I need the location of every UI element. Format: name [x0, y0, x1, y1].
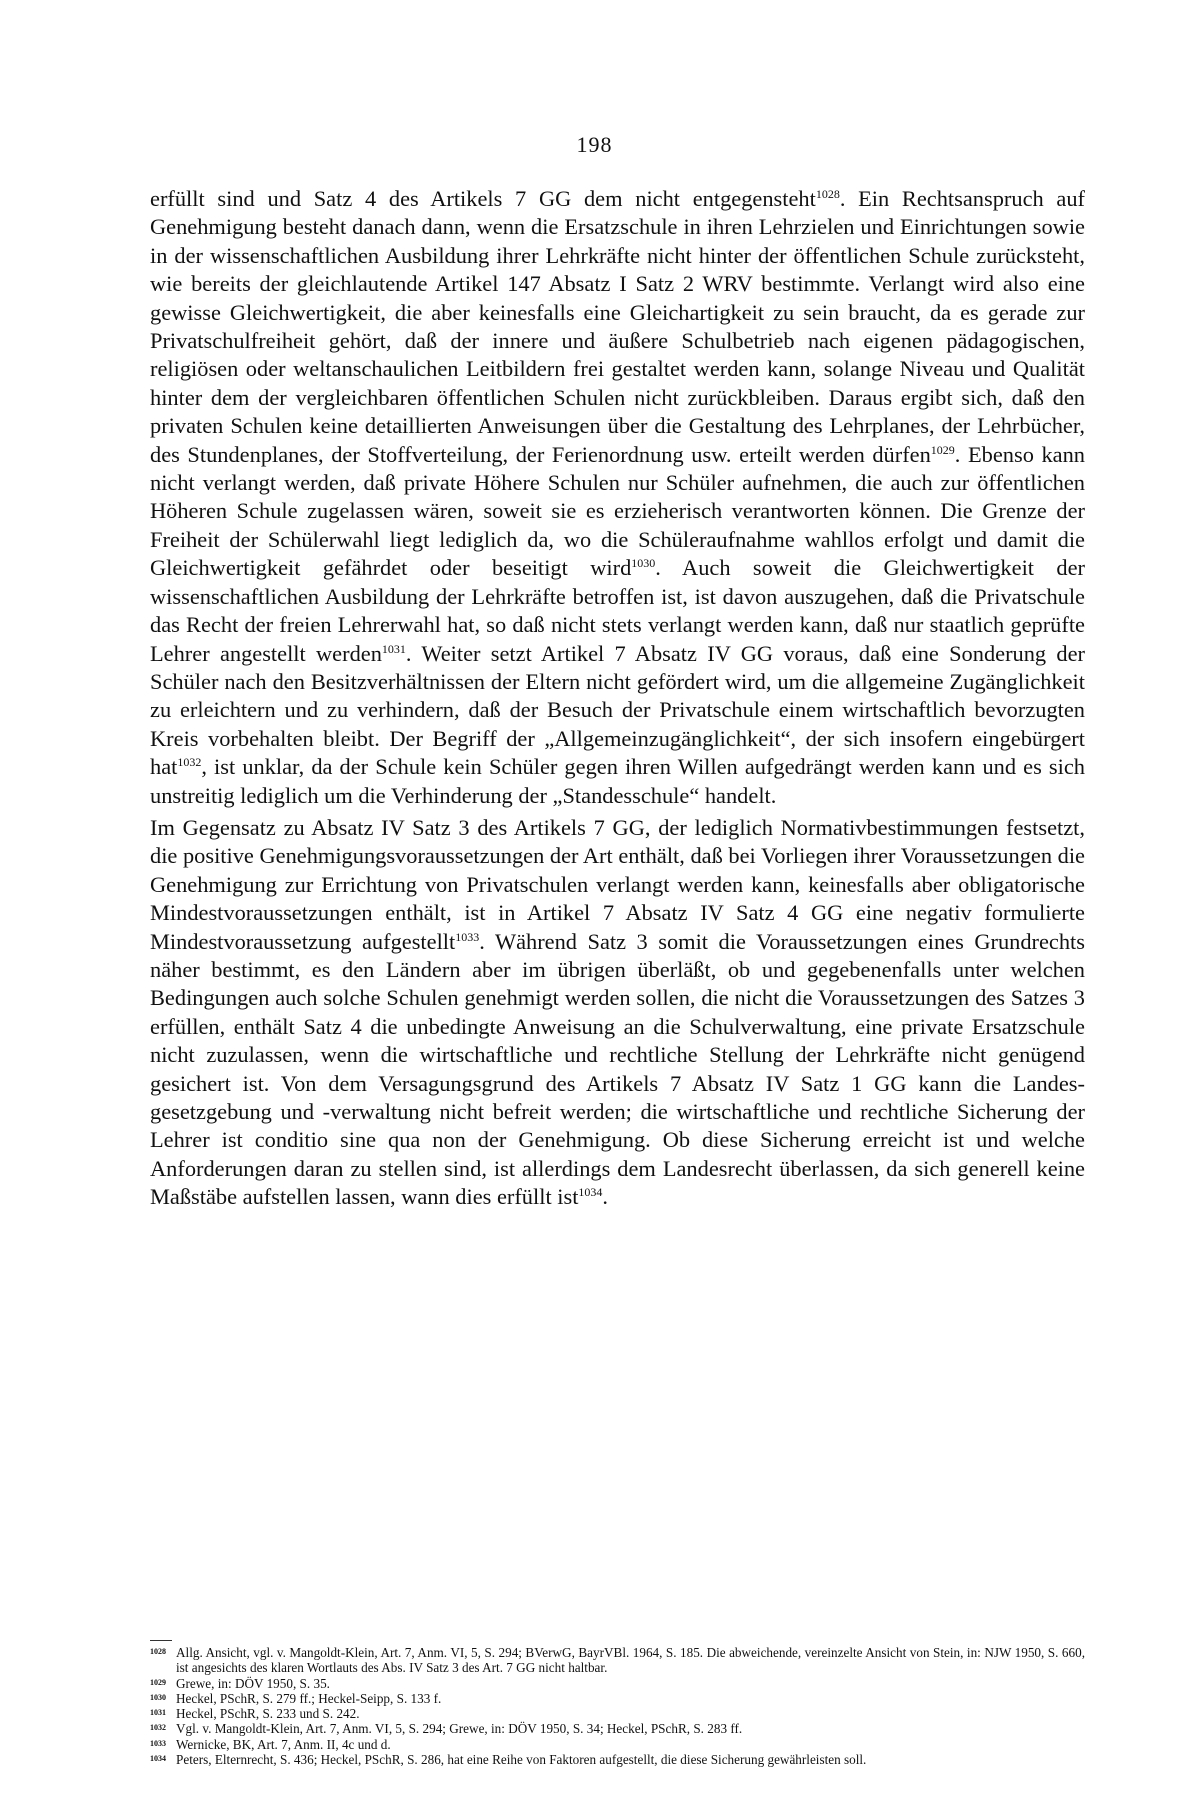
text-segment: . Auch soweit die Gleichwertigkeit der wissenschaftlichen Ausbildung der Lehrkräfte betroffen ist, ist davon auszugehen, daß die Privatschule das Recht der freien Lehrerwahl hat, so daß nicht stets verlangt werden kann, daß nur staatlich geprüfte Lehrer angestellt werden: [150, 555, 1085, 666]
footnote-reference: 1033: [455, 929, 480, 944]
body-text: [150, 185, 1085, 1212]
text-segment: . Ebenso kann nicht verlangt werden, daß private Höhere Schulen nur Schüler aufnehmen, die auch zur öffentlichen Höheren Schule zugelassen wären, soweit sie es erzieherisch verantworten können. Die Grenze der Freiheit der Schülerwahl liegt lediglich da, wo die Schüleraufnahme wahllos erfolgt und damit die Gleichwertigkeit gefährdet oder beseitigt wird: [150, 441, 1085, 581]
footnote-text: Allg. Ansicht, vgl. v. Mangoldt-Klein, Art. 7, Anm. VI, 5, S. 294; BVerwG, BayrVBl. 1964, S. 185. Die abweichende, vereinzelte Ansicht von Stein, in: NJW 1950, S. 660, ist angesichts des klaren Wortlauts des Abs. IV Satz 3 des Art. 7 GG nicht haltbar.: [176, 1645, 1085, 1676]
footnote-text: Heckel, PSchR, S. 233 und S. 242.: [176, 1706, 360, 1722]
text-segment: .: [602, 1184, 609, 1210]
text-segment: , ist unklar, da der Schule kein Schüler gegen ihren Willen aufgedrängt werden kann und es sich unstreitig lediglich um die Verhinderung der „Standesschule“ handelt.: [150, 754, 1085, 808]
text-segment: Im Gegensatz zu Absatz IV Satz 3 des Artikels 7 GG, der lediglich Normativbestimmungen festsetzt, die positive Genehmigungsvoraussetzungen der Art enthält, daß bei Vorliegen ihrer Voraussetzungen die Genehmigung zur Errichtung von Privatschulen verlangt werden kann, keinesfalls aber obligatorische Mindestvoraussetzungen enthält, ist in Artikel 7 Absatz IV Satz 4 GG eine negativ formulierte Mindestvoraussetzung aufgestellt: [150, 814, 1085, 954]
footnote-text: Grewe, in: DÖV 1950, S. 35.: [176, 1675, 330, 1691]
page-number: 198: [576, 132, 613, 157]
footnote-text: Peters, Elternrecht, S. 436; Heckel, PSchR, S. 286, hat eine Reihe von Faktoren aufgestellt, die diese Sicherung gewährleisten soll.: [176, 1752, 867, 1768]
paragraph: [150, 814, 1085, 1212]
text-segment: erfüllt sind und Satz 4 des Artikels 7 GG dem nicht entgegensteht: [150, 186, 816, 211]
footnote-reference: 1034: [578, 1185, 603, 1200]
footnote-reference: 1030: [631, 556, 656, 571]
footnote-item: [150, 1752, 1085, 1767]
footnote-item: [150, 1706, 1085, 1721]
footnote-item: [150, 1721, 1085, 1736]
footnote-text: Heckel, PSchR, S. 279 ff.; Heckel-Seipp, S. 133 f.: [176, 1690, 442, 1706]
text-segment: . Während Satz 3 somit die Voraussetzungen eines Grundrechts näher bestimmt, es den Ländern aber im übrigen überläßt, ob und gegebenenfalls unter welchen Bedingungen auch solche Schulen genehmigt werden sollen, die nicht die Voraussetzungen des Satzes 3 erfüllen, enthält Satz 4 die unbedingte Anweisung an die Schulverwaltung, eine private Ersatzschule nicht zuzulassen, wenn die wirtschaftliche und rechtliche Stellung der Lehrkräfte nicht genügend gesichert ist. Von dem Versagungsgrund des Artikels 7 Absatz IV Satz 1 GG kann die Landesgesetzgebung und -verwaltung nicht befreit werden; die wirtschaftliche und rechtliche Sicherung der Lehrer ist conditio sine qua non der Genehmigung. Ob diese Sicherung erreicht ist und welche Anforderungen daran zu stellen sind, ist allerdings dem Landesrecht überlassen, da sich generell keine Maßstäbe aufstellen lassen, wann dies erfüllt ist: [150, 928, 1085, 1210]
text-segment: . Ein Rechtsanspruch auf Genehmigung besteht danach dann, wenn die Ersatzschule in ihren Lehrzielen und Einrichtungen sowie in der wissenschaftlichen Ausbildung ihrer Lehrkräfte nicht hinter der öffentlichen Schule zurücksteht, wie bereits der gleichlautende Artikel 147 Absatz I Satz 2 WRV bestimmte. Verlangt wird also eine gewisse Gleichwertigkeit, die aber keinesfalls eine Gleichartigkeit zu sein braucht, da es gerade zur Privatschulfreiheit gehört, daß der innere und äußere Schulbetrieb nach eigenen pädagogischen, religiösen oder weltanschaulichen Leitbildern frei gestaltet werden kann, solange Niveau und Qualität hinter dem der vergleichbaren öffentlichen Schulen nicht zurückbleiben. Daraus ergibt sich, daß den privaten Schulen keine detaillierten Anweisungen über die Gestaltung des Lehrplanes, der Lehrbücher, des Stundenplanes, der Stoffverteilung, der Ferienordnung usw. erteilt werden dürfen: [150, 186, 1085, 467]
footnote-number: 1029: [150, 1677, 166, 1687]
footnote-number: 1030: [150, 1692, 166, 1702]
footnote-item: [150, 1691, 1085, 1706]
footnote-text: Wernicke, BK, Art. 7, Anm. II, 4c und d.: [176, 1736, 391, 1752]
footnote-item: [150, 1737, 1085, 1752]
paragraph: [150, 185, 1085, 810]
text-segment: . Weiter setzt Artikel 7 Absatz IV GG voraus, daß eine Sonderung der Schüler nach den Besitzverhältnissen der Eltern nicht gefördert wird, um die allgemeine Zugänglichkeit zu erleichtern und zu verhindern, daß der Besuch der Privatschule einem wirtschaftlich bevorzugten Kreis vorbehalten bleibt. Der Begriff der „Allgemeinzugänglichkeit“, der sich insofern eingebürgert hat: [150, 640, 1085, 780]
footnote-reference: 1029: [930, 442, 955, 457]
footnote-number: 1031: [150, 1708, 166, 1718]
footnote-text: Vgl. v. Mangoldt-Klein, Art. 7, Anm. VI, 5, S. 294; Grewe, in: DÖV 1950, S. 34; Heckel, PSchR, S. 283 ff.: [176, 1721, 743, 1737]
footnotes: [150, 1645, 1085, 1767]
footnote-divider: [150, 1640, 172, 1641]
footnote-reference: 1032: [177, 755, 202, 770]
footnote-number: 1028: [150, 1647, 166, 1656]
footnote-item: [150, 1645, 1085, 1676]
footnote-reference: 1028: [815, 187, 840, 201]
footnote-reference: 1031: [381, 641, 406, 656]
footnote-number: 1033: [150, 1738, 166, 1748]
footnote-item: [150, 1676, 1085, 1691]
footnote-number: 1034: [150, 1754, 166, 1764]
footnote-number: 1032: [150, 1723, 166, 1733]
